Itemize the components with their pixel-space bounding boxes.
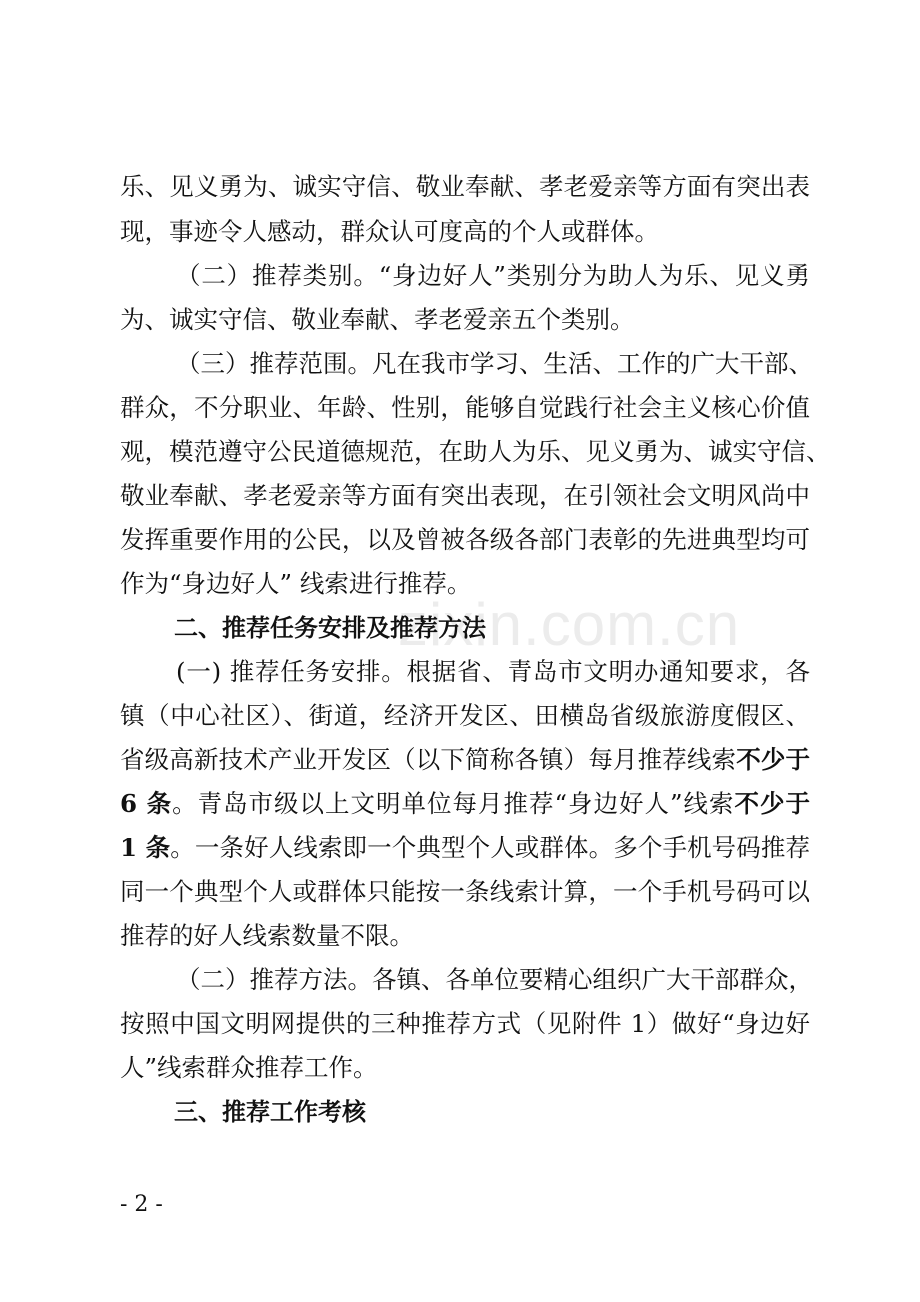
emphasis-text: 1 条 bbox=[120, 833, 171, 862]
text-run: 省级高新技术产业开发区（以下简称各镇）每月推荐线索 bbox=[120, 745, 737, 774]
watermark: zixin.com.cn bbox=[398, 591, 741, 658]
section-heading: 二、推荐任务安排及推荐方法 bbox=[174, 614, 486, 642]
paragraph-line: 为、诚实守信、敬业奉献、孝老爱亲五个类别。 bbox=[120, 305, 635, 334]
paragraph-line: 发挥重要作用的公民，以及曾被各级各部门表彰的先进典型均可 bbox=[120, 525, 810, 554]
text-run: 。一条好人线索即一个典型个人或群体。多个手机号码推荐 bbox=[170, 833, 810, 862]
paragraph-line: 现，事迹令人感动，群众认可度高的个人或群体。 bbox=[120, 217, 659, 246]
emphasis-text: 不少于 bbox=[734, 789, 811, 818]
paragraph-line bbox=[120, 782, 810, 826]
paragraph-line: 按照中国文明网提供的三种推荐方式（见附件 1）做好“身边好 bbox=[120, 1009, 810, 1038]
paragraph-line: 敬业奉献、孝老爱亲等方面有突出表现，在引领社会文明风尚中 bbox=[120, 481, 810, 510]
emphasis-text: 不少于 bbox=[736, 745, 810, 774]
paragraph-line: （三）推荐范围。凡在我市学习、生活、工作的广大干部、 bbox=[176, 349, 813, 378]
emphasis-text: 6 条 bbox=[120, 789, 173, 818]
paragraph-line: （二）推荐方法。各镇、各单位要精心组织广大干部群众， bbox=[176, 965, 813, 994]
paragraph-line: 作为“身边好人” 线索进行推荐。 bbox=[120, 569, 472, 598]
section-heading: 三、推荐工作考核 bbox=[174, 1098, 366, 1126]
text-run: 。青岛市级以上文明单位每月推荐“身边好人”线索 bbox=[172, 789, 735, 818]
paragraph-line: (一) 推荐任务安排。根据省、青岛市文明办通知要求，各 bbox=[176, 657, 810, 686]
paragraph-line: 观，模范遵守公民道德规范，在助人为乐、见义勇为、诚实守信、 bbox=[120, 437, 831, 466]
paragraph-line: 镇（中心社区）、街道，经济开发区、田横岛省级旅游度假区、 bbox=[120, 701, 810, 730]
paragraph-line: 群众，不分职业、年龄、性别，能够自觉践行社会主义核心价值 bbox=[120, 393, 810, 422]
paragraph-line: 推荐的好人线索数量不限。 bbox=[120, 921, 414, 950]
paragraph-line: 同一个典型个人或群体只能按一条线索计算，一个手机号码可以 bbox=[120, 877, 810, 906]
paragraph-line bbox=[120, 738, 810, 782]
paragraph-line bbox=[120, 826, 810, 870]
paragraph-line: （二）推荐类别。“身边好人”类别分为助人为乐、见义勇 bbox=[176, 261, 810, 290]
paragraph-line: 人”线索群众推荐工作。 bbox=[120, 1053, 378, 1082]
page-number: - 2 - bbox=[120, 1192, 163, 1217]
paragraph-line: 乐、见义勇为、诚实守信、敬业奉献、孝老爱亲等方面有突出表 bbox=[120, 172, 810, 201]
